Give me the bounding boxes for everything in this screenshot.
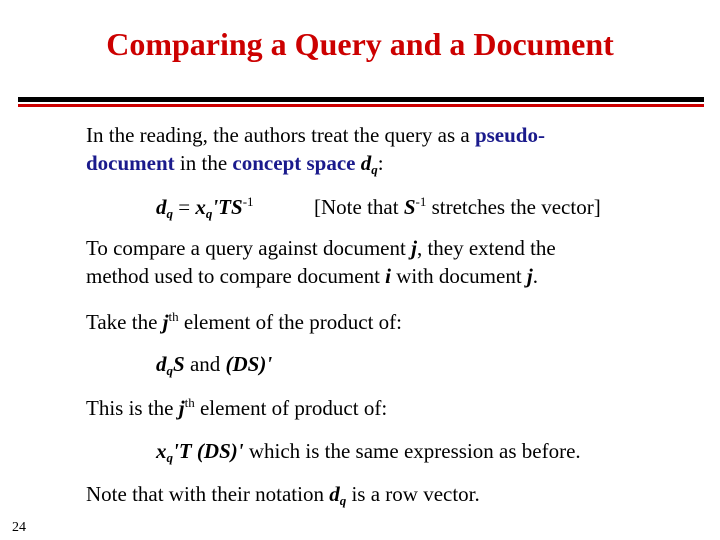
slide-title: Comparing a Query and a Document: [106, 26, 614, 62]
page-number: 24: [12, 520, 26, 535]
title-divider-red: [18, 104, 704, 107]
paragraph-take-element: Take the $j^{th}$ element of the product of:: [86, 309, 402, 334]
term-document: document: [86, 151, 175, 175]
note-stretch: [Note that $S^{-1}$ stretches the vector]: [314, 194, 601, 219]
term-concept-space: concept space: [232, 151, 356, 175]
paragraph-row-vector: Note that with their notation $d_q$ is a row vector.: [86, 482, 480, 508]
equation-product-1: $d_qS$ and (DS)': [156, 352, 273, 378]
paragraph-query-line2: document in the concept space $d_q$:: [86, 151, 384, 177]
title-divider-black: [18, 97, 704, 102]
equation-product-2: $x_q'T$ (DS)' which is the same expression as before.: [156, 439, 581, 465]
term-pseudo: pseudo-: [474, 123, 545, 147]
paragraph-this-is: This is the $j^{th}$ element of product of:: [86, 395, 388, 420]
paragraph-compare-line2: method used to compare document i with document j.: [86, 264, 539, 288]
paragraph-compare-line1: To compare a query against document j, they extend the: [86, 236, 556, 260]
equation-dq: $d_q = x_q'TS^{-1}$: [156, 194, 254, 221]
paragraph-query-line1: In the reading, the authors treat the query as a pseudo-: [86, 123, 545, 147]
